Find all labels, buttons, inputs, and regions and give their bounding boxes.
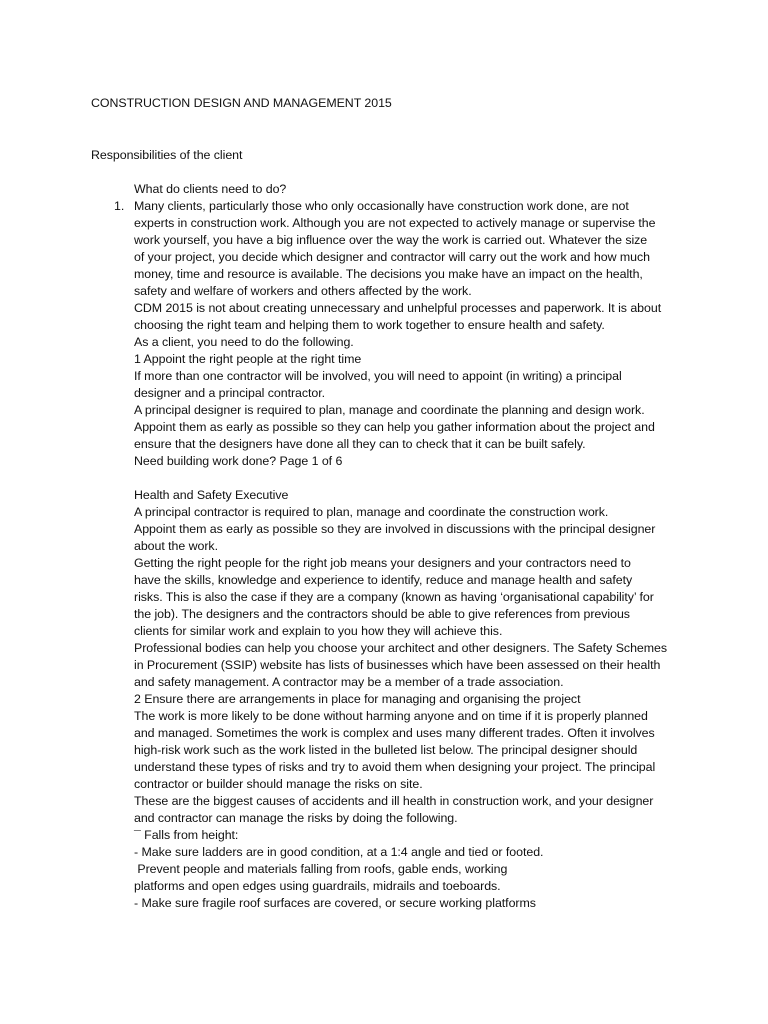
paragraph-line: risks. This is also the case if they are a company (known as having ‘organisational capability’ for: [134, 590, 654, 604]
paragraph-line: choosing the right team and helping them to work together to ensure health and safety.: [134, 318, 605, 332]
paragraph-line: Prevent people and materials falling from roofs, gable ends, working: [134, 862, 508, 876]
paragraph-line: As a client, you need to do the following.: [134, 335, 354, 349]
section-heading: Responsibilities of the client: [91, 148, 243, 162]
paragraph-line: contractor or builder should manage the risks on site.: [134, 777, 423, 791]
paragraph-line: Many clients, particularly those who only occasionally have construction work done, are not: [134, 199, 629, 213]
paragraph-line: 2 Ensure there are arrangements in place for managing and organising the project: [134, 692, 581, 706]
paragraph-line: of your project, you decide which designer and contractor will carry out the work and how much: [134, 250, 650, 264]
paragraph-line: and safety management. A contractor may be a member of a trade association.: [134, 675, 564, 689]
paragraph-line: ¯ Falls from height:: [134, 828, 239, 842]
paragraph-line: These are the biggest causes of accidents and ill health in construction work, and your designer: [134, 794, 654, 808]
document-title: CONSTRUCTION DESIGN AND MANAGEMENT 2015: [91, 96, 392, 110]
paragraph-line: have the skills, knowledge and experience to identify, reduce and manage health and safety: [134, 573, 633, 587]
paragraph-line: money, time and resource is available. The decisions you make have an impact on the health,: [134, 267, 643, 281]
paragraph-line: CDM 2015 is not about creating unnecessary and unhelpful processes and paperwork. It is about: [134, 301, 662, 315]
paragraph-line: designer and a principal contractor.: [134, 386, 326, 400]
paragraph-line: platforms and open edges using guardrails, midrails and toeboards.: [134, 879, 501, 893]
paragraph-line: Professional bodies can help you choose your architect and other designers. The Safety Schemes: [134, 641, 668, 655]
paragraph-line: in Procurement (SSIP) website has lists of businesses which have been assessed on their health: [134, 658, 661, 672]
paragraph-line: experts in construction work. Although you are not expected to actively manage or supervise the: [134, 216, 656, 230]
paragraph-line: Appoint them as early as possible so they are involved in discussions with the principal designer: [134, 522, 656, 536]
list-number: 1.: [114, 199, 125, 213]
paragraph-line: Need building work done? Page 1 of 6: [134, 454, 343, 468]
paragraph-line: about the work.: [134, 539, 218, 553]
paragraph-line: A principal designer is required to plan, manage and coordinate the planning and design work.: [134, 403, 645, 417]
paragraph-line: high-risk work such as the work listed in the bulleted list below. The principal designer should: [134, 743, 638, 757]
paragraph-line: safety and welfare of workers and others affected by the work.: [134, 284, 472, 298]
paragraph-line: understand these types of risks and try to avoid them when designing your project. The principal: [134, 760, 656, 774]
paragraph-line: clients for similar work and explain to you how they will achieve this.: [134, 624, 503, 638]
paragraph-line: The work is more likely to be done without harming anyone and on time if it is properly planned: [134, 709, 648, 723]
paragraph-line: Health and Safety Executive: [134, 488, 289, 502]
paragraph-line: Appoint them as early as possible so they can help you gather information about the project and: [134, 420, 655, 434]
question-line: What do clients need to do?: [134, 182, 287, 196]
paragraph-line: and managed. Sometimes the work is complex and uses many different trades. Often it involves: [134, 726, 655, 740]
paragraph-line: work yourself, you have a big influence over the way the work is carried out. Whatever the size: [134, 233, 648, 247]
paragraph-line: ensure that the designers have done all they can to check that it can be built safely.: [134, 437, 586, 451]
paragraph-line: If more than one contractor will be involved, you will need to appoint (in writing) a principal: [134, 369, 622, 383]
paragraph-line: and contractor can manage the risks by doing the following.: [134, 811, 458, 825]
paragraph-line: the job). The designers and the contractors should be able to give references from previous: [134, 607, 630, 621]
paragraph-line: A principal contractor is required to plan, manage and coordinate the construction work.: [134, 505, 609, 519]
paragraph-line: Getting the right people for the right job means your designers and your contractors need to: [134, 556, 631, 570]
paragraph-line: 1 Appoint the right people at the right time: [134, 352, 362, 366]
paragraph-line: - Make sure fragile roof surfaces are covered, or secure working platforms: [134, 896, 536, 910]
paragraph-line: - Make sure ladders are in good condition, at a 1:4 angle and tied or footed.: [134, 845, 544, 859]
